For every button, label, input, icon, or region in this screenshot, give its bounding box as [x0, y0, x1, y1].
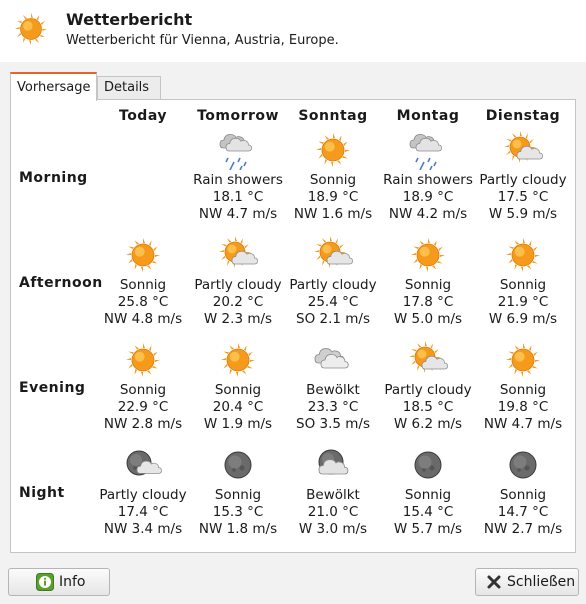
condition-label: Sonnig	[119, 277, 167, 293]
sun-icon	[313, 130, 353, 170]
condition-label: Sonnig	[309, 172, 357, 188]
condition-label: Sonnig	[499, 277, 547, 293]
wind-value: NW 2.7 m/s	[483, 521, 563, 537]
row-header-afternoon: Afternoon	[19, 275, 103, 291]
moon-partly-cloudy-icon	[123, 445, 163, 485]
temperature-value: 25.4 °C	[307, 294, 359, 310]
row-header-evening: Evening	[19, 380, 86, 396]
forecast-cell	[473, 340, 573, 433]
forecast-cell	[188, 130, 288, 223]
partly-cloudy-icon	[218, 235, 258, 275]
temperature-value: 25.8 °C	[117, 294, 169, 310]
wind-value: NW 1.6 m/s	[293, 206, 373, 222]
condition-label: Sonnig	[214, 382, 262, 398]
wind-value: W 3.0 m/s	[298, 521, 368, 537]
wind-value: W 6.9 m/s	[488, 311, 558, 327]
forecast-cell	[473, 235, 573, 328]
forecast-cell	[378, 445, 478, 538]
sun-icon	[123, 340, 163, 380]
temperature-value: 19.8 °C	[497, 399, 549, 415]
sun-icon	[503, 340, 543, 380]
rain-showers-icon	[408, 130, 448, 170]
rain-showers-icon	[218, 130, 258, 170]
wind-value: SO 3.5 m/s	[296, 416, 370, 432]
wind-value: NW 1.8 m/s	[198, 521, 278, 537]
wind-value: W 5.9 m/s	[488, 206, 558, 222]
temperature-value: 18.5 °C	[402, 399, 454, 415]
sun-icon	[218, 340, 258, 380]
condition-label: Rain showers	[383, 172, 473, 188]
forecast-cell	[283, 340, 383, 433]
temperature-value: 15.4 °C	[402, 504, 454, 520]
forecast-cell	[93, 340, 193, 433]
column-header-today: Today	[119, 108, 167, 124]
forecast-cell	[473, 445, 573, 538]
condition-label: Partly cloudy	[99, 487, 187, 503]
condition-label: Sonnig	[119, 382, 167, 398]
temperature-value: 20.2 °C	[212, 294, 264, 310]
wind-value: W 5.7 m/s	[393, 521, 463, 537]
temperature-value: 18.9 °C	[307, 189, 359, 205]
temperature-value: 15.3 °C	[212, 504, 264, 520]
wind-value: W 6.2 m/s	[393, 416, 463, 432]
moon-icon	[218, 445, 258, 485]
temperature-value: 17.4 °C	[117, 504, 169, 520]
info-icon	[36, 573, 54, 591]
page-title: Wetterbericht	[66, 10, 193, 29]
forecast-cell	[188, 235, 288, 328]
forecast-cell	[93, 445, 193, 538]
forecast-cell	[283, 130, 383, 223]
wind-value: W 5.0 m/s	[393, 311, 463, 327]
wind-value: NW 4.7 m/s	[483, 416, 563, 432]
partly-cloudy-icon	[408, 340, 448, 380]
temperature-value: 17.5 °C	[497, 189, 549, 205]
condition-label: Sonnig	[499, 487, 547, 503]
forecast-cell	[188, 445, 288, 538]
forecast-cell	[378, 235, 478, 328]
wind-value: NW 2.8 m/s	[103, 416, 183, 432]
moon-icon	[408, 445, 448, 485]
wind-value: W 1.9 m/s	[203, 416, 273, 432]
temperature-value: 23.3 °C	[307, 399, 359, 415]
sun-icon	[12, 10, 50, 48]
condition-label: Partly cloudy	[384, 382, 472, 398]
moon-icon	[503, 445, 543, 485]
temperature-value: 21.9 °C	[497, 294, 549, 310]
info-button-label: Info	[59, 574, 86, 590]
temperature-value: 18.1 °C	[212, 189, 264, 205]
forecast-cell	[378, 130, 478, 223]
sun-icon	[408, 235, 448, 275]
forecast-panel	[10, 99, 576, 553]
window-header	[0, 0, 586, 62]
wind-value: SO 2.1 m/s	[296, 311, 370, 327]
forecast-cell	[283, 445, 383, 538]
tab-vorhersage[interactable]: Vorhersage	[10, 72, 97, 101]
sun-icon	[503, 235, 543, 275]
moon-cloudy-icon	[313, 445, 353, 485]
close-x-icon	[486, 574, 502, 590]
close-button[interactable]	[475, 568, 579, 596]
temperature-value: 20.4 °C	[212, 399, 264, 415]
temperature-value: 14.7 °C	[497, 504, 549, 520]
partly-cloudy-icon	[503, 130, 543, 170]
temperature-value: 18.9 °C	[402, 189, 454, 205]
temperature-value: 17.8 °C	[402, 294, 454, 310]
tab-details[interactable]: Details	[97, 76, 161, 100]
condition-label: Bewölkt	[306, 382, 360, 398]
column-header-montag: Montag	[396, 108, 460, 124]
wind-value: NW 3.4 m/s	[103, 521, 183, 537]
page-subtitle: Wetterbericht für Vienna, Austria, Europe.	[66, 33, 339, 48]
forecast-cell	[473, 130, 573, 223]
wind-value: NW 4.8 m/s	[103, 311, 183, 327]
cloudy-icon	[313, 340, 353, 380]
forecast-cell	[188, 340, 288, 433]
sun-icon	[123, 235, 163, 275]
condition-label: Rain showers	[193, 172, 283, 188]
condition-label: Bewölkt	[306, 487, 360, 503]
forecast-cell	[93, 235, 193, 328]
condition-label: Sonnig	[499, 382, 547, 398]
column-header-tomorrow: Tomorrow	[197, 108, 279, 124]
wind-value: NW 4.7 m/s	[198, 206, 278, 222]
condition-label: Sonnig	[404, 487, 452, 503]
close-button-label: Schließen	[507, 574, 576, 590]
wind-value: NW 4.2 m/s	[388, 206, 468, 222]
row-header-night: Night	[19, 485, 65, 501]
forecast-cell	[378, 340, 478, 433]
info-button[interactable]	[8, 568, 110, 596]
column-header-dienstag: Dienstag	[485, 108, 561, 124]
condition-label: Partly cloudy	[194, 277, 282, 293]
forecast-cell	[283, 235, 383, 328]
partly-cloudy-icon	[313, 235, 353, 275]
condition-label: Partly cloudy	[289, 277, 377, 293]
row-header-morning: Morning	[19, 170, 88, 186]
temperature-value: 22.9 °C	[117, 399, 169, 415]
wind-value: W 2.3 m/s	[203, 311, 273, 327]
condition-label: Partly cloudy	[479, 172, 567, 188]
condition-label: Sonnig	[214, 487, 262, 503]
column-header-sonntag: Sonntag	[298, 108, 368, 124]
condition-label: Sonnig	[404, 277, 452, 293]
temperature-value: 21.0 °C	[307, 504, 359, 520]
